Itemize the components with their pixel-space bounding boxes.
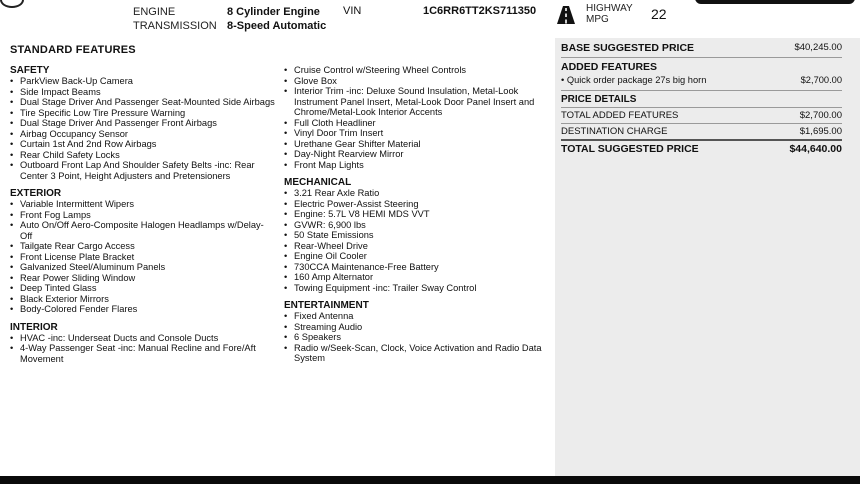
feature-item: • Outboard Front Lap And Shoulder Safety Belts -inc: Rear Center 3 Point, Height Adjusters and Pretensioners xyxy=(10,160,275,181)
feature-item: • Front License Plate Bracket xyxy=(10,252,275,263)
vin-label: VIN xyxy=(343,5,362,17)
engine-label: ENGINE xyxy=(133,6,176,18)
total-added-label: TOTAL ADDED FEATURES xyxy=(561,110,679,121)
feature-item: • Dual Stage Driver And Passenger Seat-Mounted Side Airbags xyxy=(10,97,275,108)
engine-value: 8 Cylinder Engine xyxy=(227,6,320,18)
feature-item: • Electric Power-Assist Steering xyxy=(284,199,554,210)
feature-item: • Towing Equipment -inc: Trailer Sway Control xyxy=(284,283,554,294)
destination-value: $1,695.00 xyxy=(799,126,842,137)
feature-item: • Day-Night Rearview Mirror xyxy=(284,149,554,160)
feature-item: • Front Fog Lamps xyxy=(10,210,275,221)
vin-value: 1C6RR6TT2KS711350 xyxy=(423,5,537,17)
feature-item: • Interior Trim -inc: Deluxe Sound Insulation, Metal-Look Instrument Panel Insert, Metal-Look Door Panel Insert and Chrome/Metal-Look Interior Accents xyxy=(284,86,554,118)
feature-item: • HVAC -inc: Underseat Ducts and Console Ducts xyxy=(10,333,275,344)
feature-list xyxy=(10,333,275,365)
feature-item: • 6 Speakers xyxy=(284,332,554,343)
brand-logo-icon xyxy=(0,0,24,8)
feature-section-heading: INTERIOR xyxy=(10,321,58,333)
highway-mpg-value: 22 xyxy=(651,6,667,22)
feature-item: • Black Exterior Mirrors xyxy=(10,294,275,305)
feature-item: • Full Cloth Headliner xyxy=(284,118,554,129)
feature-list xyxy=(284,188,554,293)
added-feature-label: • Quick order package 27s big horn xyxy=(561,75,707,85)
features-column-left xyxy=(10,65,275,364)
feature-item: • Dual Stage Driver And Passenger Front Airbags xyxy=(10,118,275,129)
feature-item: • Rear Power Sliding Window xyxy=(10,273,275,284)
price-summary-panel xyxy=(555,38,860,476)
feature-item: • Rear-Wheel Drive xyxy=(284,241,554,252)
destination-label: DESTINATION CHARGE xyxy=(561,126,668,137)
added-features-heading: ADDED FEATURES xyxy=(561,61,658,73)
divider xyxy=(561,139,842,141)
feature-item: • Glove Box xyxy=(284,76,554,87)
base-price-value: $40,245.00 xyxy=(794,42,842,53)
feature-item: • GVWR: 6,900 lbs xyxy=(284,220,554,231)
feature-item: • Engine: 5.7L V8 HEMI MDS VVT xyxy=(284,209,554,220)
feature-list xyxy=(10,76,275,181)
feature-item: • ParkView Back-Up Camera xyxy=(10,76,275,87)
feature-item: • 160 Amp Alternator xyxy=(284,272,554,283)
feature-section-heading: MECHANICAL xyxy=(284,177,352,188)
feature-list xyxy=(284,311,554,364)
feature-item: • Auto On/Off Aero-Composite Halogen Headlamps w/Delay-Off xyxy=(10,220,275,241)
bottom-bar xyxy=(0,476,860,484)
feature-item: • 730CCA Maintenance-Free Battery xyxy=(284,262,554,273)
feature-item: • Airbag Occupancy Sensor xyxy=(10,129,275,140)
highway-road-icon xyxy=(556,5,576,25)
feature-item: • Engine Oil Cooler xyxy=(284,251,554,262)
total-price-value: $44,640.00 xyxy=(789,143,842,155)
feature-item: • Fixed Antenna xyxy=(284,311,554,322)
divider xyxy=(561,123,842,124)
highway-mpg-label: HIGHWAY MPG xyxy=(586,3,633,25)
standard-features-title: STANDARD FEATURES xyxy=(10,44,136,56)
feature-item: • 4-Way Passenger Seat -inc: Manual Recline and Fore/Aft Movement xyxy=(10,343,275,364)
feature-item: • Urethane Gear Shifter Material xyxy=(284,139,554,150)
feature-item: • Rear Child Safety Locks xyxy=(10,150,275,161)
price-details-heading: PRICE DETAILS xyxy=(561,94,637,105)
standard-features-section xyxy=(10,44,550,364)
total-added-value: $2,700.00 xyxy=(799,110,842,121)
feature-item: • Curtain 1st And 2nd Row Airbags xyxy=(10,139,275,150)
feature-item: • Body-Colored Fender Flares xyxy=(10,304,275,315)
total-price-label: TOTAL SUGGESTED PRICE xyxy=(561,143,699,155)
feature-list xyxy=(10,199,275,315)
feature-section-heading: ENTERTAINMENT xyxy=(284,300,369,311)
feature-item: • Streaming Audio xyxy=(284,322,554,333)
divider xyxy=(561,90,842,91)
feature-item: • Tailgate Rear Cargo Access xyxy=(10,241,275,252)
vehicle-summary-header xyxy=(0,0,860,38)
feature-item: • 50 State Emissions xyxy=(284,230,554,241)
feature-item: • Radio w/Seek-Scan, Clock, Voice Activation and Radio Data System xyxy=(284,343,554,364)
added-feature-text: Quick order package 27s big horn xyxy=(566,75,707,85)
feature-item: • Deep Tinted Glass xyxy=(10,283,275,294)
added-feature-value: $2,700.00 xyxy=(800,75,842,85)
feature-item: • Tire Specific Low Tire Pressure Warning xyxy=(10,108,275,119)
feature-item: • Galvanized Steel/Aluminum Panels xyxy=(10,262,275,273)
divider xyxy=(561,57,842,58)
base-price-label: BASE SUGGESTED PRICE xyxy=(561,42,695,54)
transmission-label: TRANSMISSION xyxy=(133,20,217,32)
divider xyxy=(561,107,842,108)
feature-item: • Vinyl Door Trim Insert xyxy=(284,128,554,139)
header-dark-tab xyxy=(695,0,855,4)
feature-section-heading: EXTERIOR xyxy=(10,188,62,199)
feature-item: • 3.21 Rear Axle Ratio xyxy=(284,188,554,199)
features-column-right xyxy=(284,65,554,364)
feature-item: • Side Impact Beams xyxy=(10,87,275,98)
feature-item: • Variable Intermittent Wipers xyxy=(10,199,275,210)
feature-list xyxy=(284,65,554,170)
feature-item: • Cruise Control w/Steering Wheel Controls xyxy=(284,65,554,76)
feature-section-heading: SAFETY xyxy=(10,65,50,76)
feature-item: • Front Map Lights xyxy=(284,160,554,171)
transmission-value: 8-Speed Automatic xyxy=(227,20,327,32)
